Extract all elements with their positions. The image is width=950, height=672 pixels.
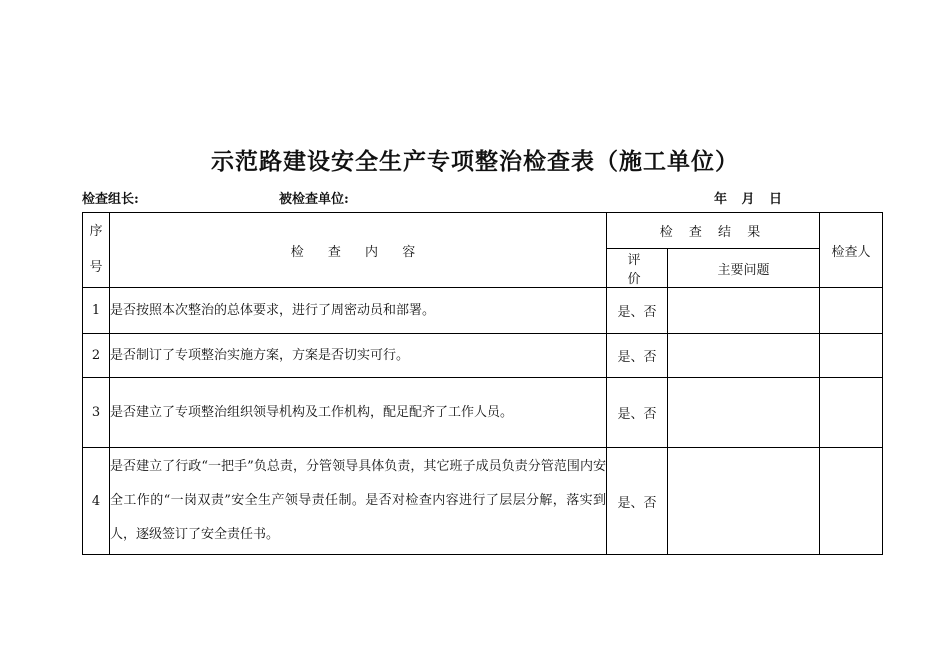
row-number: 1 <box>83 288 110 334</box>
date-label: 年 月 日 <box>714 192 783 207</box>
row-main-issues[interactable] <box>668 448 820 555</box>
row-evaluation[interactable]: 是、否 <box>607 378 668 448</box>
row-evaluation[interactable]: 是、否 <box>607 334 668 378</box>
row-inspector[interactable] <box>820 448 883 555</box>
row-evaluation[interactable]: 是、否 <box>607 448 668 555</box>
inspection-table <box>82 212 883 555</box>
table-header-row <box>83 213 883 249</box>
row-content: 是否按照本次整治的总体要求，进行了周密动员和部署。 <box>110 288 607 334</box>
seq-header-bottom: 号 <box>89 260 103 275</box>
table-row <box>83 288 883 334</box>
content-header: 检 查 内 容 <box>110 213 607 288</box>
seq-header <box>83 213 110 288</box>
row-number: 4 <box>83 448 110 555</box>
form-title: 示范路建设安全生产专项整治检查表（施工单位） <box>211 148 739 175</box>
row-main-issues[interactable] <box>668 334 820 378</box>
table-row <box>83 448 883 555</box>
row-main-issues[interactable] <box>668 378 820 448</box>
table-row <box>83 334 883 378</box>
inspection-leader-label: 检查组长: <box>82 192 139 207</box>
seq-header-top: 序 <box>89 224 103 239</box>
row-content: 是否建立了行政“一把手”负总责，分管领导具体负责，其它班子成员负责分管范围内安全工作的“一岗双责”安全生产领导责任制。是否对检查内容进行了层层分解，落实到人，逐级签订了安全责任书。 <box>110 448 607 555</box>
table-row <box>83 378 883 448</box>
main-issues-header: 主要问题 <box>668 249 820 288</box>
row-content: 是否制订了专项整治实施方案，方案是否切实可行。 <box>110 334 607 378</box>
row-evaluation[interactable]: 是、否 <box>607 288 668 334</box>
row-inspector[interactable] <box>820 378 883 448</box>
row-inspector[interactable] <box>820 334 883 378</box>
row-number: 3 <box>83 378 110 448</box>
result-header: 检 查 结 果 <box>607 213 820 249</box>
row-main-issues[interactable] <box>668 288 820 334</box>
inspector-header: 检查人 <box>820 213 883 288</box>
row-inspector[interactable] <box>820 288 883 334</box>
row-content: 是否建立了专项整治组织领导机构及工作机构，配足配齐了工作人员。 <box>110 378 607 448</box>
evaluation-header: 评 价 <box>607 249 668 288</box>
inspected-unit-label: 被检查单位: <box>279 192 349 207</box>
row-number: 2 <box>83 334 110 378</box>
